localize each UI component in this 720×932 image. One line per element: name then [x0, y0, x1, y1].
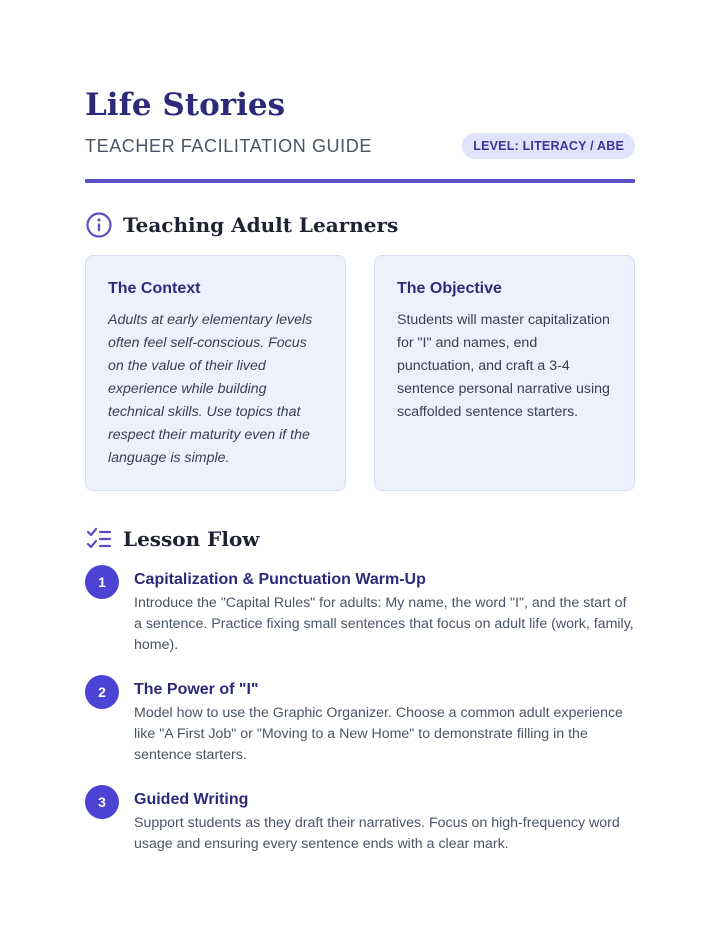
- step-title: Capitalization & Punctuation Warm-Up: [134, 571, 426, 588]
- teaching-section-header: [85, 211, 635, 239]
- step-content: [134, 570, 635, 656]
- info-circle-icon: [85, 211, 113, 239]
- objective-card-title: The Objective: [397, 280, 502, 297]
- context-card-body: Adults at early elementary levels often feel self-conscious. Focus on the value of their lived experience while building technical skills. Use topics that respect their maturity even if the language is simple.: [108, 312, 313, 466]
- step-number-badge: 2: [85, 675, 119, 709]
- page-subtitle: TEACHER FACILITATION GUIDE: [85, 135, 372, 156]
- context-card-title: The Context: [108, 280, 201, 297]
- lesson-step: [85, 680, 635, 766]
- info-cards: [85, 255, 635, 491]
- header-divider: [85, 179, 635, 183]
- step-title: Guided Writing: [134, 791, 249, 808]
- step-description: Support students as they draft their narratives. Focus on high-frequency word usage and ensuring every sentence ends with a clear mark.: [134, 815, 620, 852]
- step-description: Model how to use the Graphic Organizer. Choose a common adult experience like "A First Job" or "Moving to a New Home" to demonstrate filling in the sentence starters.: [134, 705, 623, 763]
- lesson-step: [85, 570, 635, 656]
- flow-section-header: [85, 525, 635, 553]
- checklist-icon: [85, 525, 113, 553]
- level-badge: LEVEL: LITERACY / ABE: [462, 133, 635, 159]
- subtitle-row: [85, 133, 635, 159]
- step-number-badge: 1: [85, 565, 119, 599]
- page-title: Life Stories: [85, 87, 286, 123]
- flow-section-title: Lesson Flow: [123, 527, 260, 551]
- lesson-steps: [85, 570, 635, 855]
- context-card: [85, 255, 346, 491]
- step-number-badge: 3: [85, 785, 119, 819]
- lesson-step: [85, 790, 635, 855]
- step-content: [134, 790, 635, 855]
- step-content: [134, 680, 635, 766]
- objective-card: [374, 255, 635, 491]
- step-title: The Power of "I": [134, 681, 259, 698]
- objective-card-body: Students will master capitalization for "I" and names, end punctuation, and craft a 3-4 sentence personal narrative using scaffolded sentence starters.: [397, 312, 610, 420]
- step-description: Introduce the "Capital Rules" for adults: My name, the word "I", and the start of a sentence. Practice fixing small sentences that focus on adult life (work, family, home).: [134, 595, 634, 653]
- teaching-section-title: Teaching Adult Learners: [123, 213, 399, 237]
